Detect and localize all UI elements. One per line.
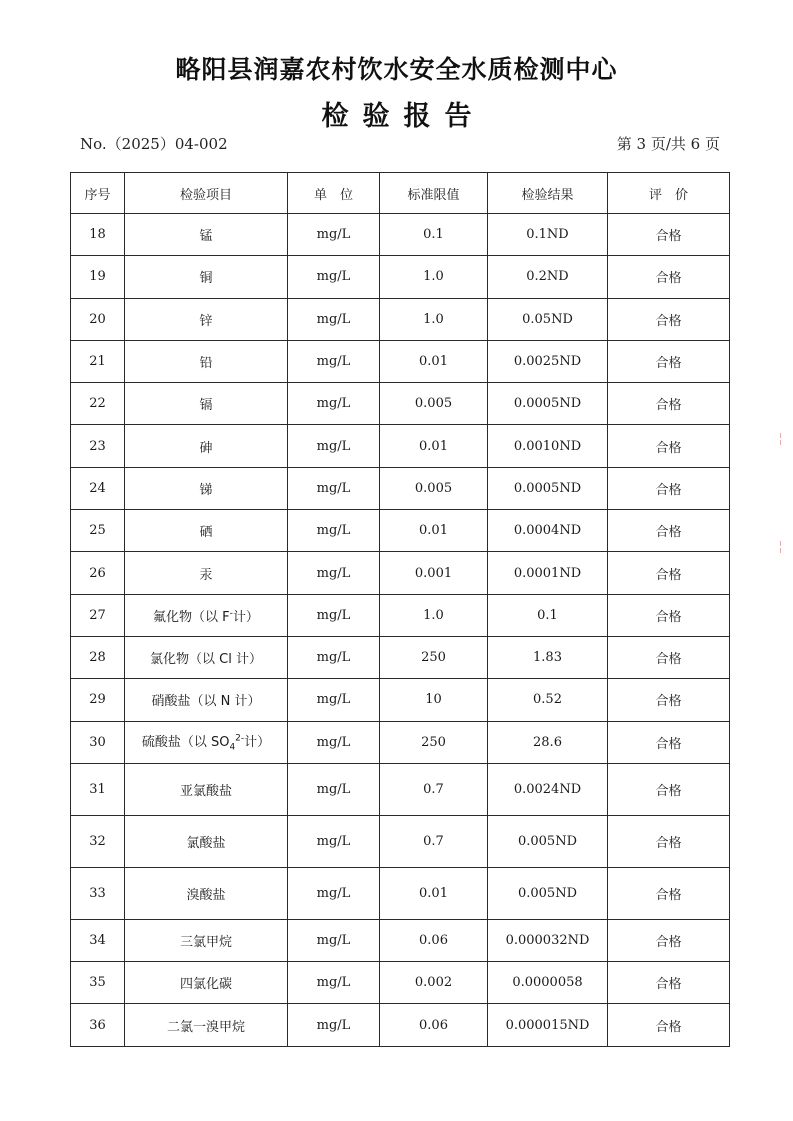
row-item: 镉 — [125, 383, 288, 425]
row-unit: mg/L — [288, 340, 380, 382]
row-no: 28 — [71, 636, 125, 678]
table-row — [71, 919, 730, 961]
report-org-title: 略阳县润嘉农村饮水安全水质检测中心 — [175, 55, 618, 84]
row-item: 氯化物（以 Cl 计） — [125, 636, 288, 678]
table-row — [71, 214, 730, 256]
row-limit: 0.01 — [380, 340, 488, 382]
row-item: 氯酸盐 — [125, 815, 288, 867]
report-title: 检验报告 — [321, 101, 486, 132]
table-row — [71, 763, 730, 815]
row-evaluation: 合格 — [608, 594, 730, 636]
row-evaluation: 合格 — [608, 510, 730, 552]
row-item: 锑 — [125, 467, 288, 509]
row-evaluation: 合格 — [608, 815, 730, 867]
table-body — [71, 214, 730, 1047]
row-unit: mg/L — [288, 467, 380, 509]
table-row — [71, 383, 730, 425]
report-number: No.（2025）04-002 — [80, 135, 228, 153]
table-row — [71, 256, 730, 298]
row-no: 30 — [71, 721, 125, 763]
item-superscript: - — [229, 608, 233, 619]
row-item: 铅 — [125, 340, 288, 382]
row-result: 0.000032ND — [488, 919, 608, 961]
row-item — [125, 721, 288, 763]
row-evaluation: 合格 — [608, 298, 730, 340]
row-unit: mg/L — [288, 763, 380, 815]
header-item: 检验项目 — [125, 173, 288, 214]
row-item: 砷 — [125, 425, 288, 467]
table-row — [71, 679, 730, 721]
row-unit: mg/L — [288, 679, 380, 721]
row-limit: 0.002 — [380, 962, 488, 1004]
row-unit: mg/L — [288, 636, 380, 678]
row-unit: mg/L — [288, 815, 380, 867]
row-result: 0.0005ND — [488, 467, 608, 509]
row-evaluation: 合格 — [608, 467, 730, 509]
row-result: 28.6 — [488, 721, 608, 763]
row-evaluation: 合格 — [608, 636, 730, 678]
table-row — [71, 721, 730, 763]
table-row — [71, 298, 730, 340]
row-evaluation: 合格 — [608, 256, 730, 298]
row-item: 铜 — [125, 256, 288, 298]
table-row — [71, 1004, 730, 1046]
row-result: 0.0001ND — [488, 552, 608, 594]
row-unit: mg/L — [288, 919, 380, 961]
header-no: 序号 — [71, 173, 125, 214]
row-no: 34 — [71, 919, 125, 961]
row-no: 23 — [71, 425, 125, 467]
item-text: 氟化物（以 F — [153, 609, 230, 625]
table-row — [71, 962, 730, 1004]
row-evaluation: 合格 — [608, 919, 730, 961]
row-no: 35 — [71, 962, 125, 1004]
table-row — [71, 340, 730, 382]
header-evaluation: 评 价 — [608, 173, 730, 214]
row-evaluation: 合格 — [608, 763, 730, 815]
row-limit: 0.01 — [380, 510, 488, 552]
row-unit: mg/L — [288, 552, 380, 594]
row-evaluation: 合格 — [608, 867, 730, 919]
row-item: 亚氯酸盐 — [125, 763, 288, 815]
row-limit: 1.0 — [380, 594, 488, 636]
item-text-suffix: 计） — [232, 609, 259, 625]
row-no: 32 — [71, 815, 125, 867]
row-result: 1.83 — [488, 636, 608, 678]
row-result: 0.000015ND — [488, 1004, 608, 1046]
row-result: 0.05ND — [488, 298, 608, 340]
row-result: 0.0004ND — [488, 510, 608, 552]
table-row — [71, 467, 730, 509]
header-limit: 标准限值 — [380, 173, 488, 214]
row-no: 29 — [71, 679, 125, 721]
row-evaluation: 合格 — [608, 383, 730, 425]
row-item: 锰 — [125, 214, 288, 256]
row-item: 汞 — [125, 552, 288, 594]
row-limit: 0.7 — [380, 815, 488, 867]
row-limit: 0.001 — [380, 552, 488, 594]
seam-stamp-mark: ╎ — [777, 540, 785, 554]
row-result: 0.0025ND — [488, 340, 608, 382]
row-limit: 0.005 — [380, 467, 488, 509]
row-no: 18 — [71, 214, 125, 256]
row-result: 0.1ND — [488, 214, 608, 256]
row-no: 19 — [71, 256, 125, 298]
item-subscript: 4 — [229, 743, 236, 753]
row-unit: mg/L — [288, 1004, 380, 1046]
item-text-suffix: 计） — [244, 735, 271, 751]
row-evaluation: 合格 — [608, 721, 730, 763]
row-limit: 0.1 — [380, 214, 488, 256]
row-limit: 1.0 — [380, 256, 488, 298]
row-result: 0.0000058 — [488, 962, 608, 1004]
row-evaluation: 合格 — [608, 340, 730, 382]
row-evaluation: 合格 — [608, 425, 730, 467]
row-result: 0.005ND — [488, 867, 608, 919]
table-row — [71, 636, 730, 678]
row-no: 24 — [71, 467, 125, 509]
row-evaluation: 合格 — [608, 962, 730, 1004]
row-item — [125, 594, 288, 636]
row-item: 四氯化碳 — [125, 962, 288, 1004]
row-no: 21 — [71, 340, 125, 382]
results-table — [70, 172, 730, 1047]
row-evaluation: 合格 — [608, 1004, 730, 1046]
item-superscript: 2- — [235, 734, 245, 745]
row-result: 0.005ND — [488, 815, 608, 867]
row-no: 22 — [71, 383, 125, 425]
row-item: 三氯甲烷 — [125, 919, 288, 961]
row-item: 溴酸盐 — [125, 867, 288, 919]
row-item: 二氯一溴甲烷 — [125, 1004, 288, 1046]
row-unit: mg/L — [288, 383, 380, 425]
row-limit: 0.01 — [380, 867, 488, 919]
header-unit: 单 位 — [288, 173, 380, 214]
table-header-row — [71, 173, 730, 214]
row-unit: mg/L — [288, 510, 380, 552]
row-no: 27 — [71, 594, 125, 636]
table-row — [71, 510, 730, 552]
page-indicator: 第 3 页/共 6 页 — [616, 135, 720, 153]
row-limit: 0.06 — [380, 919, 488, 961]
table-row — [71, 594, 730, 636]
row-evaluation: 合格 — [608, 552, 730, 594]
row-limit: 0.06 — [380, 1004, 488, 1046]
table-row — [71, 815, 730, 867]
row-unit: mg/L — [288, 214, 380, 256]
row-unit: mg/L — [288, 298, 380, 340]
row-unit: mg/L — [288, 425, 380, 467]
row-item: 硝酸盐（以 N 计） — [125, 679, 288, 721]
row-limit: 250 — [380, 721, 488, 763]
row-limit: 250 — [380, 636, 488, 678]
row-limit: 0.01 — [380, 425, 488, 467]
row-result: 0.0005ND — [488, 383, 608, 425]
row-item: 硒 — [125, 510, 288, 552]
seam-stamp-mark: ╎ — [777, 432, 785, 446]
row-no: 25 — [71, 510, 125, 552]
row-limit: 0.7 — [380, 763, 488, 815]
header-result: 检验结果 — [488, 173, 608, 214]
row-result: 0.0010ND — [488, 425, 608, 467]
table-row — [71, 552, 730, 594]
row-limit: 1.0 — [380, 298, 488, 340]
row-no: 33 — [71, 867, 125, 919]
row-result: 0.0024ND — [488, 763, 608, 815]
row-unit: mg/L — [288, 256, 380, 298]
row-item: 锌 — [125, 298, 288, 340]
table-row — [71, 867, 730, 919]
table-row — [71, 425, 730, 467]
row-unit: mg/L — [288, 962, 380, 1004]
row-unit: mg/L — [288, 721, 380, 763]
item-text: 硫酸盐（以 SO — [141, 735, 230, 751]
row-no: 20 — [71, 298, 125, 340]
row-limit: 0.005 — [380, 383, 488, 425]
row-limit: 10 — [380, 679, 488, 721]
row-no: 31 — [71, 763, 125, 815]
row-result: 0.1 — [488, 594, 608, 636]
row-result: 0.52 — [488, 679, 608, 721]
row-result: 0.2ND — [488, 256, 608, 298]
row-no: 36 — [71, 1004, 125, 1046]
row-evaluation: 合格 — [608, 679, 730, 721]
row-unit: mg/L — [288, 594, 380, 636]
row-no: 26 — [71, 552, 125, 594]
row-evaluation: 合格 — [608, 214, 730, 256]
row-unit: mg/L — [288, 867, 380, 919]
